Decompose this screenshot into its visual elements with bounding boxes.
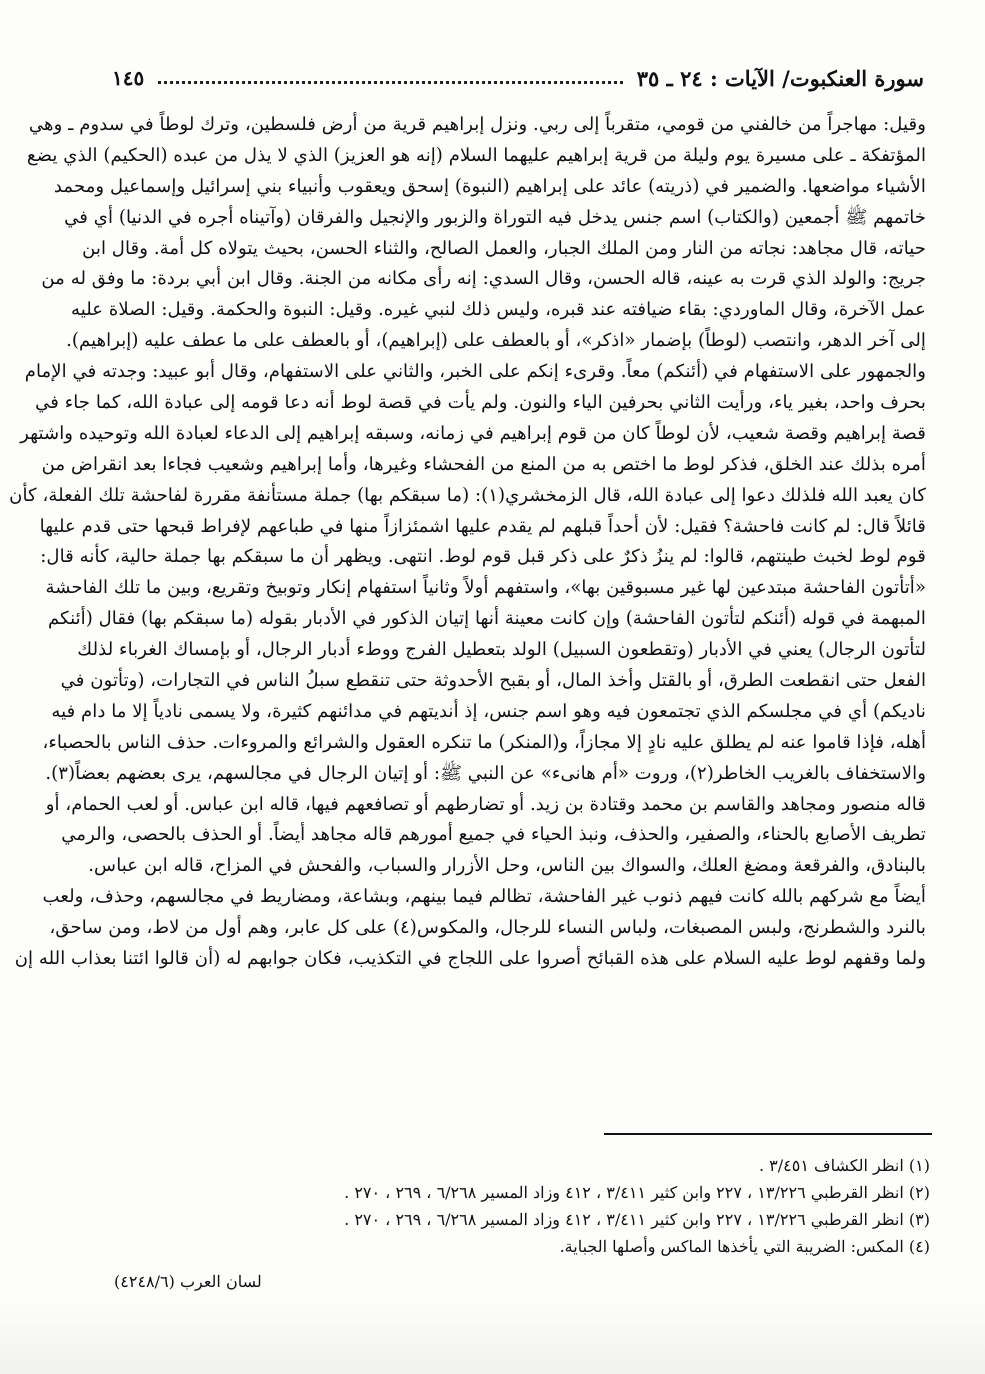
text-line: أهله، فإذا قاموا عنه لم يطلق عليه نادٍ إلا مجازاً، و(المنكر) ما تنكره العقول والشرائع والمروءات. حذف الناس بالحصباء، <box>42 731 926 753</box>
text-line: بحرف واحد، بغير ياء، ورأيت الثاني بحرفين الياء والنون. ولم يأت في قصة لوط أنه دعا قومه إلى عبادة الله، كما جاء في <box>35 392 926 414</box>
text-line: والاستخفاف بالغريب الخاطر(٢)، وروت «أم هانىء» عن النبي ﷺ: أو إتيان الرجال في مجالسهم، يرى بعضهم بعضاً(٣). <box>45 762 926 784</box>
text-line: والجمهور على الاستفهام في (أئنكم) معاً. وقرىء إنكم على الخبر، والثاني على الاستفهام، وقال أبو عبيد: وجدته في الإمام <box>24 361 926 383</box>
text-line: قوم لوط لخبث طينتهم، قالوا: لم ينزُ ذكرٌ على ذكر قبل قوم لوط. انتهى. ويظهر أن ما سبقكم بها جملة حالية، كأنه قال: <box>40 546 926 568</box>
text-line: «أتأتون الفاحشة مبتدعين لها غير مسبوقين بها»، واستفهم أولاً وثانياً استفهام إنكار وتوبيخ وتقريع، وبين ما تلك الفاحشة <box>45 577 926 599</box>
header-dotted-leader <box>158 81 623 84</box>
text-line: ولما وقفهم لوط عليه السلام على هذه القبائح أصروا على اللجاج في التكذيب، فكان جوابهم له (أن قالوا ائتنا بعذاب الله إن <box>14 948 926 970</box>
scan-bottom-edge <box>0 1300 985 1374</box>
footnote: (٢) انظر القرطبي ١٣/٢٢٦ ، ٢٢٧ وابن كثير ٣/٤١١ ، ٤١٢ وزاد المسير ٦/٢٦٨ ، ٢٦٩ ، ٢٧٠ . <box>344 1183 930 1202</box>
text-line: المبهمة في قوله (أئنكم لتأتون الفاحشة) وإن كانت معينة أنها إتيان الذكور في الأدبار بقوله (ما سبقكم بها) فقال (أئنكم <box>47 608 926 630</box>
text-line: أيضاً مع شركهم بالله كانت فيهم ذنوب غير الفاحشة، تظالم فيما بينهم، وبشاعة، ومضاريط في مجالسهم، وحذف، ولعب <box>42 886 926 908</box>
text-line: بالنرد والشطرنج، ولبس المصبغات، ولباس النساء للرجال، والمكوس(٤) على كل عابر، وهم أول من لاط، ومن ساحق، <box>49 917 926 939</box>
text-line: الأشياء مواضعها. والضمير في (ذريته) عائد على إبراهيم (النبوة) إسحق ويعقوب وأنبياء بني إسرائيل وإسماعيل ومحمد <box>53 175 926 197</box>
text-line: قاله منصور ومجاهد والقاسم بن محمد وقتادة بن زيد. أو تضارطهم أو تصافعهم فيها، قاله ابن عباس. أو لعب الحمام، أو <box>45 793 926 815</box>
text-line: الفعل حتى انقطعت الطرق، أو بالقتل وأخذ المال، أو بقبح الأحدوثة حتى تنقطع سبلُ الناس في التجارات، (وتأتون في <box>60 670 926 692</box>
text-line: بالبنادق، والفرقعة ومضغ العلك، والسواك بين الناس، وحل الأزرار والسباب، والفحش في المزاح، قاله ابن عباس. <box>88 855 926 877</box>
text-line: عمل الآخرة، وقال الماوردي: بقاء ضيافته عند قبره، وليس ذلك لنبي غيره. وقيل: النبوة والحكمة. وقيل: الصلاة عليه <box>71 299 926 321</box>
text-line: ناديكم) أي في مجلسكم الذي تجتمعون فيه وهو اسم جنس، إذ أنديتهم في مدائنهم كثيرة، ولا يسمى نادياً إلا ما دام فيه <box>51 700 926 722</box>
text-line: قائلاً قال: لم كانت فاحشة؟ فقيل: لأن أحداً قبلهم لم يقدم عليها اشمئزازاً منها في طباعهم لإفراط قبحها حتى قدم عليها <box>39 515 926 537</box>
footnote: (١) انظر الكشاف ٣/٤٥١ . <box>758 1156 930 1175</box>
text-line: تطريف الأصابع بالحناء، والصفير، والحذف، ونبذ الحياء في جميع أمورهم قاله مجاهد أيضاً. أو الحذف بالحصى، والرمي <box>61 824 926 846</box>
text-line: حياته، قال مجاهد: نجاته من النار ومن الملك الجبار، والعمل الصالح، والثناء الحسن، بحيث يتولاه كل أمة. وقال ابن <box>82 237 926 259</box>
text-line: خاتمهم ﷺ أجمعين (والكتاب) اسم جنس يدخل فيه التوراة والزبور والإنجيل والفرقان (وآتيناه أجره في الدنيا) أي في <box>64 206 926 228</box>
running-title: سورة العنكبوت/ الآيات : ٢٤ ـ ٣٥ <box>636 65 924 91</box>
handwritten-margin-note: لسان العرب (٤٢٤٨/٦) <box>114 1272 262 1291</box>
footnote: (٣) انظر القرطبي ١٣/٢٢٦ ، ٢٢٧ وابن كثير ٣/٤١١ ، ٤١٢ وزاد المسير ٦/٢٦٨ ، ٢٦٩ ، ٢٧٠ . <box>344 1210 930 1229</box>
text-line: إلى آخر الدهر، وانتصب (لوطاً) بإضمار «اذكر»، أو بالعطف على (إبراهيم)، أو بالعطف على ما عطف عليه (إبراهيم). <box>66 330 926 352</box>
text-line: وقيل: مهاجراً من خالفني من قومي، متقرباً إلى ربي. ونزل إبراهيم قرية من أرض فلسطين، وترك لوطاً في سدوم ـ وهي <box>28 114 926 135</box>
footnote: (٤) المكس: الضريبة التي يأخذها الماكس وأصلها الجباية. <box>559 1237 930 1256</box>
text-line: لتأتون الرجال) يعني في الأدبار (وتقطعون السبيل) الولد بتعطيل الفرج ووطء أدبار الرجال، أو بإمساك الغرباء لذلك <box>77 639 926 661</box>
text-line: قصة إبراهيم وقصة شعيب، لأن لوطاً كان من قوم إبراهيم في زمانه، وسبقه إبراهيم إلى الدعاء لعبادة الله وتوحيده واشتهر <box>20 422 926 444</box>
text-line: جريج: والولد الذي قرت به عينه، قاله الحسن، وقال السدي: إنه رأى مكانه من الجنة. وقال ابن أبي بردة: ما وفق له من <box>41 268 926 290</box>
footnote-divider <box>604 1133 932 1135</box>
text-line: كان يعبد الله فلذلك دعوا إلى عبادة الله، قال الزمخشري(١): (ما سبقكم بها) جملة مستأنفة مقررة لفاحشة تلك الفعلة، كأن <box>9 484 926 506</box>
text-line: أمره بذلك عند الخلق، فذكر لوط ما اختص به من المنع من الفحشاء وغيرها، وأما إبراهيم وشعيب فجاءا بعد انقراض من <box>41 453 926 475</box>
footnotes <box>330 1152 930 1260</box>
page-number: ١٤٥ <box>112 66 145 90</box>
text-line: المؤتفكة ـ على مسيرة يوم وليلة من قرية إبراهيم عليهما السلام (إنه هو العزيز) الذي لا يذل من عبده (الحكيم) الذي يضع <box>26 144 926 166</box>
page-header <box>112 60 924 96</box>
main-text <box>9 110 926 975</box>
